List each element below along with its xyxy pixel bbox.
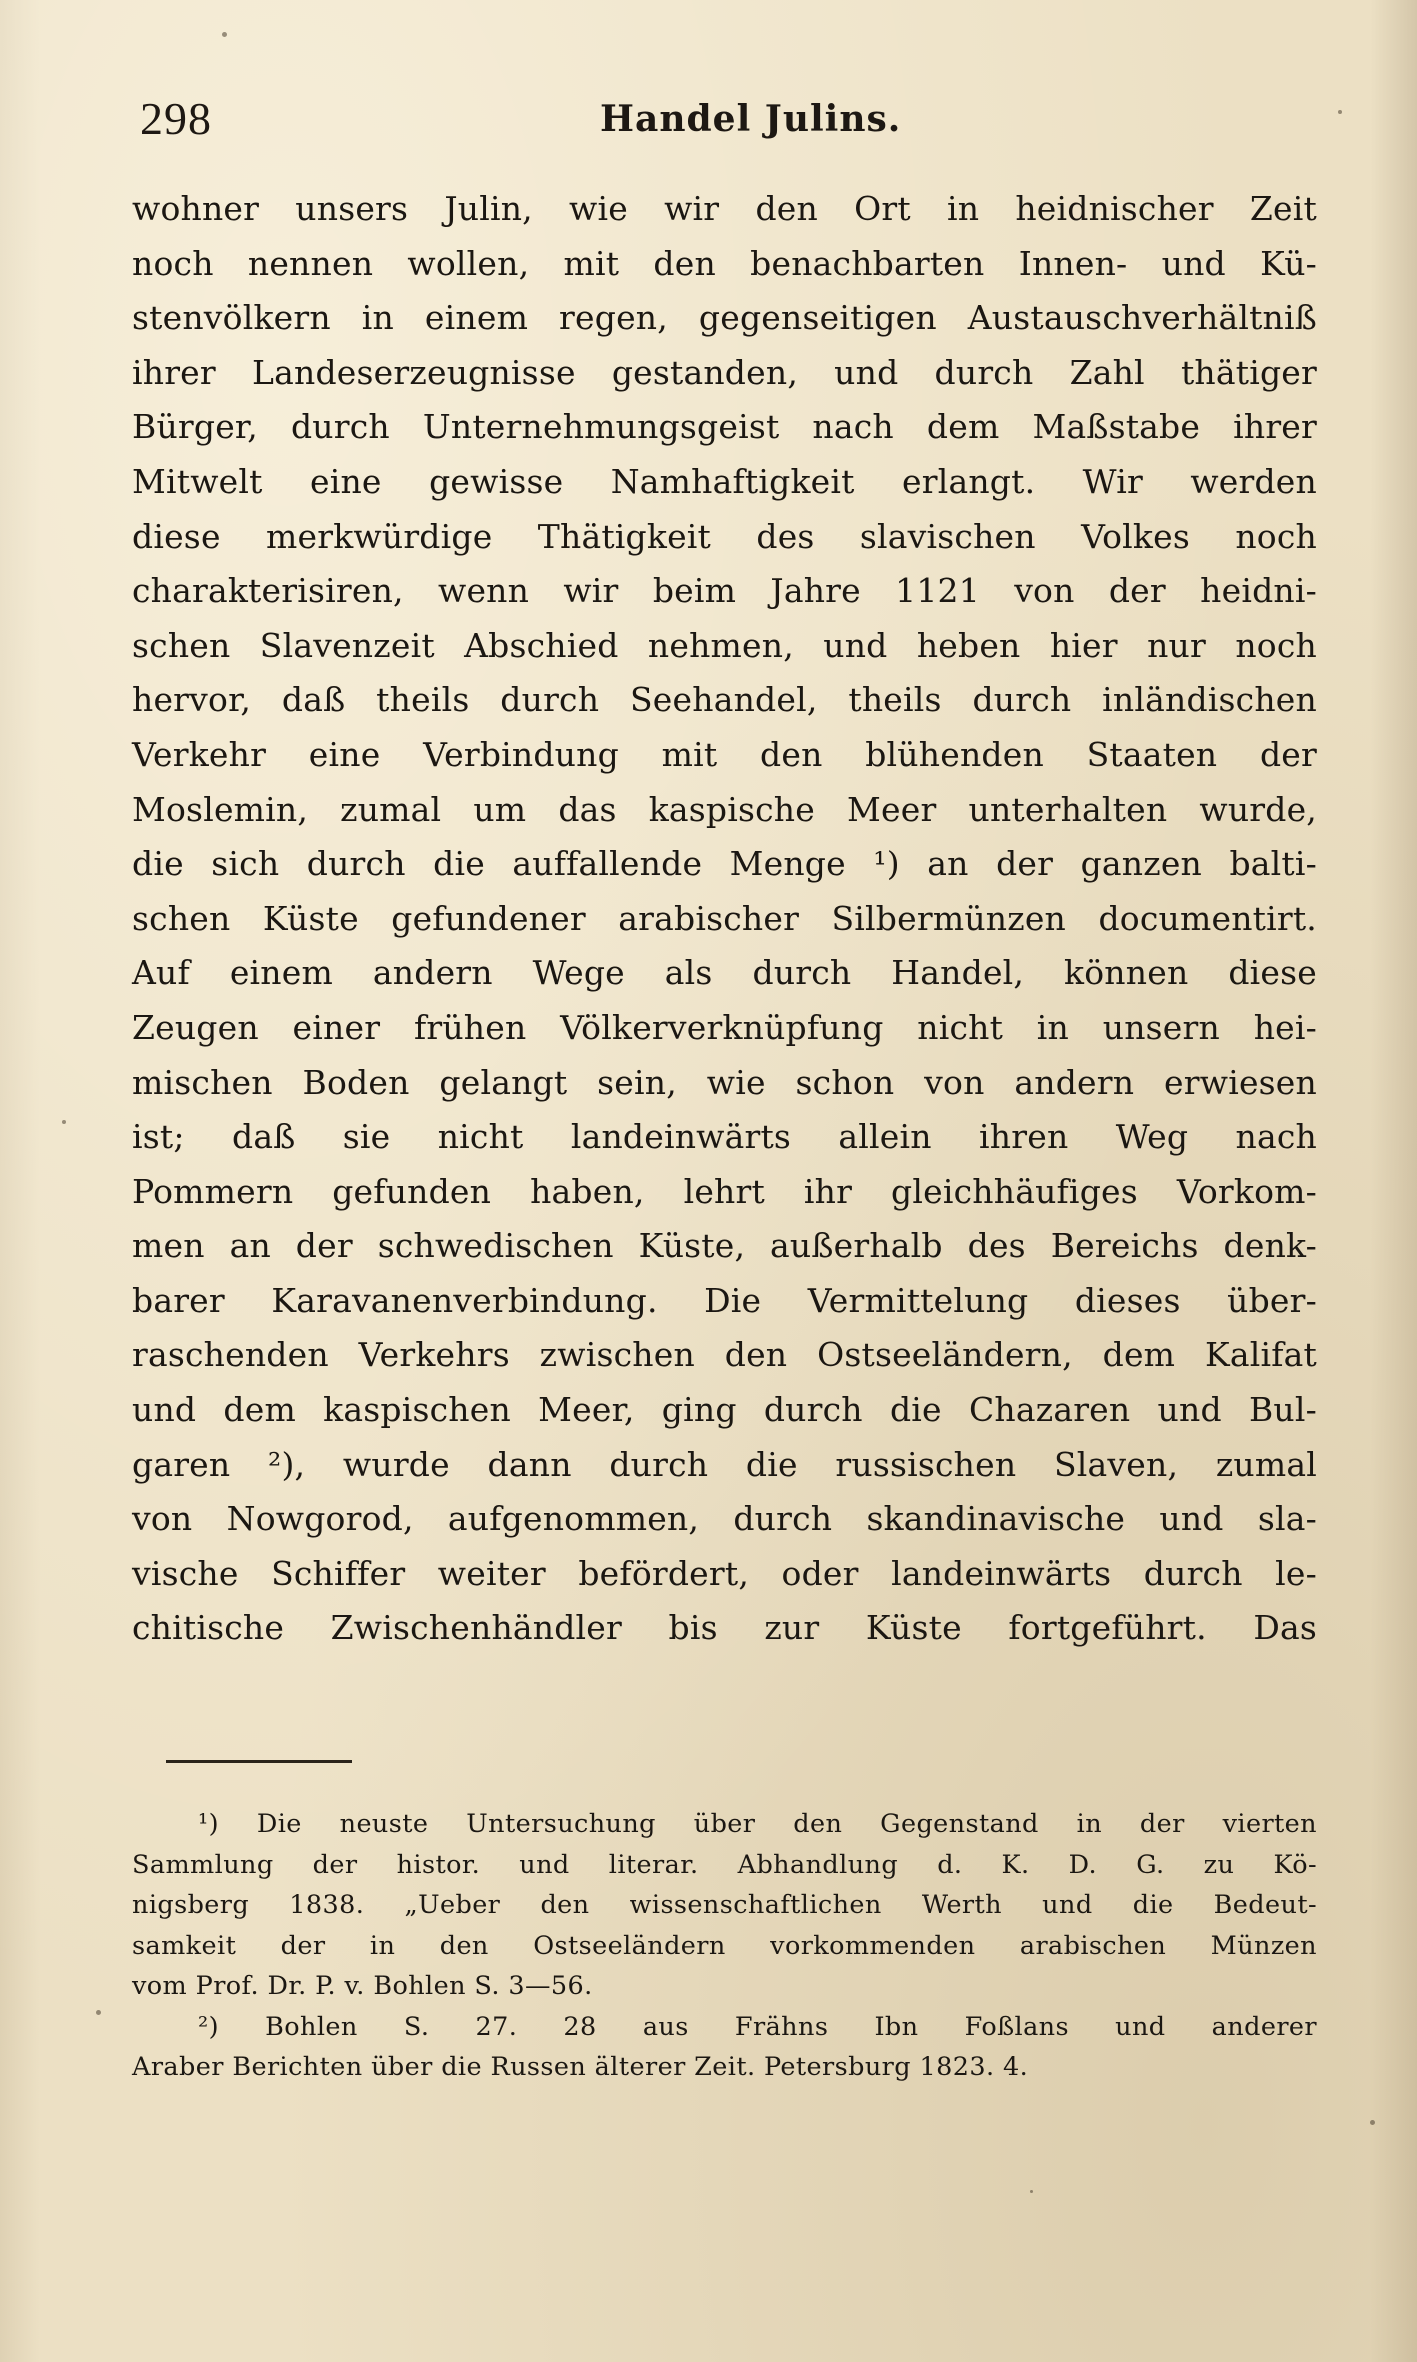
- text-line: ihrer Landeserzeugnisse gestanden, und durch Zahl thätiger: [132, 352, 1317, 392]
- text-line: wohner unsers Julin, wie wir den Ort in heidnischer Zeit: [132, 189, 1317, 228]
- footnote-rule: [166, 1760, 352, 1763]
- text-line: von Nowgorod, aufgenommen, durch skandinavische und sla-: [132, 1499, 1317, 1539]
- text-line: vische Schiffer weiter befördert, oder landeinwärts durch le-: [132, 1553, 1317, 1593]
- paper-speck: [62, 1120, 66, 1124]
- text-line: schen Slavenzeit Abschied nehmen, und heben hier nur noch: [132, 625, 1317, 665]
- paper-speck: [96, 2010, 101, 2015]
- paper-speck: [1030, 2190, 1033, 2193]
- text-line: ist; daß sie nicht landeinwärts allein ihren Weg nach: [132, 1117, 1317, 1157]
- text-line: men an der schwedischen Küste, außerhalb des Bereichs denk-: [132, 1226, 1317, 1266]
- text-line: chitische Zwischenhändler bis zur Küste fortgeführt. Das: [132, 1608, 1317, 1648]
- text-line: diese merkwürdige Thätigkeit des slavischen Volkes noch: [132, 516, 1317, 556]
- paper-speck: [1370, 2120, 1375, 2125]
- text-line: hervor, daß theils durch Seehandel, theils durch inländischen: [132, 680, 1317, 720]
- page-number: 298: [140, 93, 212, 144]
- text-line: stenvölkern in einem regen, gegenseitigen Austauschverhältniß: [132, 298, 1317, 338]
- footnote-2-line: ²) Bohlen S. 27. 28 aus Frähns Ibn Foßlans und anderer: [198, 2011, 1317, 2042]
- text-line: Bürger, durch Unternehmungsgeist nach dem Maßstabe ihrer: [132, 407, 1317, 447]
- text-line: schen Küste gefundener arabischer Silbermünzen documentirt.: [132, 898, 1317, 938]
- footnote-1-line: ¹) Die neuste Untersuchung über den Gegenstand in der vierten: [198, 1809, 1317, 1839]
- text-line: Zeugen einer frühen Völkerverknüpfung nicht in unsern hei-: [132, 1007, 1317, 1047]
- text-line: Auf einem andern Wege als durch Handel, können diese: [132, 953, 1317, 993]
- text-line: charakterisiren, wenn wir beim Jahre 1121 von der heidni-: [132, 571, 1317, 611]
- page-header: [140, 92, 1315, 152]
- text-line: Moslemin, zumal um das kaspische Meer unterhalten wurde,: [132, 789, 1317, 829]
- text-line: die sich durch die auffallende Menge ¹) an der ganzen balti-: [132, 844, 1317, 884]
- text-line: Pommern gefunden haben, lehrt ihr gleichhäufiges Vorkom-: [132, 1171, 1317, 1211]
- text-line: mischen Boden gelangt sein, wie schon von andern erwiesen: [132, 1062, 1317, 1102]
- text-line: raschenden Verkehrs zwischen den Ostseeländern, dem Kalifat: [132, 1335, 1317, 1375]
- text-line: Verkehr eine Verbindung mit den blühenden Staaten der: [132, 734, 1317, 774]
- footnote-1-line: vom Prof. Dr. P. v. Bohlen S. 3—56.: [132, 1971, 593, 2001]
- text-line: und dem kaspischen Meer, ging durch die Chazaren und Bul-: [132, 1390, 1317, 1430]
- paper-speck: [222, 32, 227, 37]
- text-line: noch nennen wollen, mit den benachbarten Innen- und Kü-: [132, 243, 1317, 283]
- main-text: [132, 182, 1317, 1656]
- footnotes: [132, 1804, 1317, 2088]
- text-line: garen ²), wurde dann durch die russischen Slaven, zumal: [132, 1444, 1317, 1484]
- footnote-1-line: nigsberg 1838. „Ueber den wissenschaftlichen Werth und die Bedeut-: [132, 1890, 1317, 1920]
- paper-speck: [1338, 110, 1342, 114]
- running-title: Handel Julins.: [600, 98, 902, 140]
- text-line: barer Karavanenverbindung. Die Vermittelung dieses über-: [132, 1280, 1317, 1320]
- footnote-2-line: Araber Berichten über die Russen älterer Zeit. Petersburg 1823. 4.: [132, 2052, 1029, 2082]
- text-line: Mitwelt eine gewisse Namhaftigkeit erlangt. Wir werden: [132, 461, 1317, 501]
- footnote-1-line: Sammlung der histor. und literar. Abhandlung d. K. D. G. zu Kö-: [132, 1849, 1317, 1880]
- footnote-1-line: samkeit der in den Ostseeländern vorkommenden arabischen Münzen: [132, 1930, 1317, 1961]
